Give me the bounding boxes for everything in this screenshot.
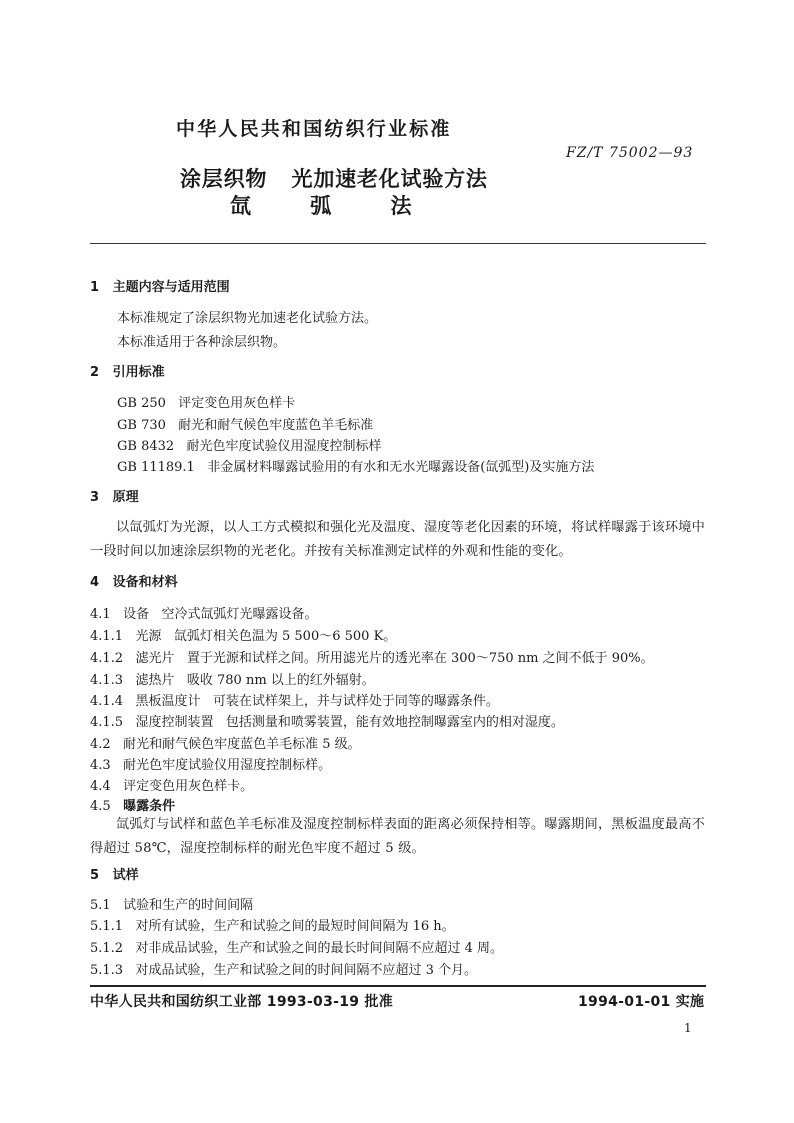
approval-line: 中华人民共和国纺织工业部 1993-03-19 批准: [90, 994, 394, 1010]
exposure-conditions-title: 曝露条件: [123, 799, 176, 814]
equipment-item: 4.1.2 滤光片 置于光源和试样之间。所用滤光片的透光率在 300～750 nm 之间不低于 90%。: [90, 651, 654, 666]
sample-item: 5.1 试验和生产的时间间隔: [90, 898, 254, 913]
header-divider: [90, 243, 706, 244]
sample-item: 5.1.2 对非成品试验，生产和试验之间的最长时间间隔不应超过 4 周。: [90, 941, 504, 956]
footer-divider: [90, 985, 706, 987]
document-title: 涂层织物 光加速老化试验方法: [180, 167, 488, 191]
section-3-heading: 3 原理: [90, 490, 139, 505]
reference-item: GB 250 评定变色用灰色样卡: [117, 396, 296, 411]
section-1-line: 本标准规定了涂层织物光加速老化试验方法。: [117, 311, 378, 326]
section-2-heading: 2 引用标准: [90, 365, 165, 380]
issuer-title: 中华人民共和国纺织行业标准: [176, 118, 452, 140]
reference-item: GB 11189.1 非金属材料曝露试验用的有水和无水光曝露设备(氙弧型)及实施方法: [117, 460, 595, 475]
sample-item: 5.1.3 对成品试验，生产和试验之间的时间间隔不应超过 3 个月。: [90, 963, 478, 978]
standard-code: FZ/T 75002—93: [566, 145, 694, 161]
document-subtitle: 氙 弧 法: [230, 194, 418, 218]
equipment-item: 4.4 评定变色用灰色样卡。: [90, 779, 254, 794]
equipment-item: 4.2 耐光和耐气候色牢度蓝色羊毛标准 5 级。: [90, 737, 361, 752]
equipment-item: 4.1.4 黑板温度计 可装在试样架上，并与试样处于同等的曝露条件。: [90, 694, 499, 709]
equipment-item: 4.1.5 湿度控制装置 包括测量和喷雾装置，能有效地控制曝露室内的相对湿度。: [90, 715, 564, 730]
section-1-line: 本标准适用于各种涂层织物。: [117, 335, 287, 350]
exposure-conditions-paragraph: 氙弧灯与试样和蓝色羊毛标准及湿度控制标样表面的距离必须保持相等。曝露期间，黑板温度最高不得超过 58℃，湿度控制标样的耐光色牢度不超过 5 级。: [90, 817, 706, 856]
section-4-heading: 4 设备和材料: [90, 575, 178, 590]
principle-paragraph: 以氙弧灯为光源，以人工方式模拟和强化光及温度、湿度等老化因素的环境，将试样曝露于该环境中一段时间以加速涂层织物的光老化。并按有关标准测定试样的外观和性能的变化。: [90, 520, 706, 559]
equipment-item: 4.1 设备 空冷式氙弧灯光曝露设备。: [90, 607, 318, 622]
exposure-conditions-number: 4.5: [90, 799, 111, 814]
reference-item: GB 730 耐光和耐气候色牢度蓝色羊毛标准: [117, 418, 374, 433]
sample-item: 5.1.1 对所有试验，生产和试验之间的最短时间间隔为 16 h。: [90, 919, 455, 934]
implementation-date: 1994-01-01 实施: [578, 994, 705, 1010]
section-5-heading: 5 试样: [90, 868, 139, 883]
equipment-item: 4.1.3 滤热片 吸收 780 nm 以上的红外辐射。: [90, 673, 375, 688]
page-number: 1: [684, 1021, 692, 1035]
reference-item: GB 8432 耐光色牢度试验仪用湿度控制标样: [117, 439, 382, 454]
section-1-heading: 1 主题内容与适用范围: [90, 280, 230, 295]
equipment-item: 4.1.1 光源 氙弧灯相关色温为 5 500～6 500 K。: [90, 629, 397, 644]
equipment-item: 4.3 耐光色牢度试验仪用湿度控制标样。: [90, 758, 332, 773]
